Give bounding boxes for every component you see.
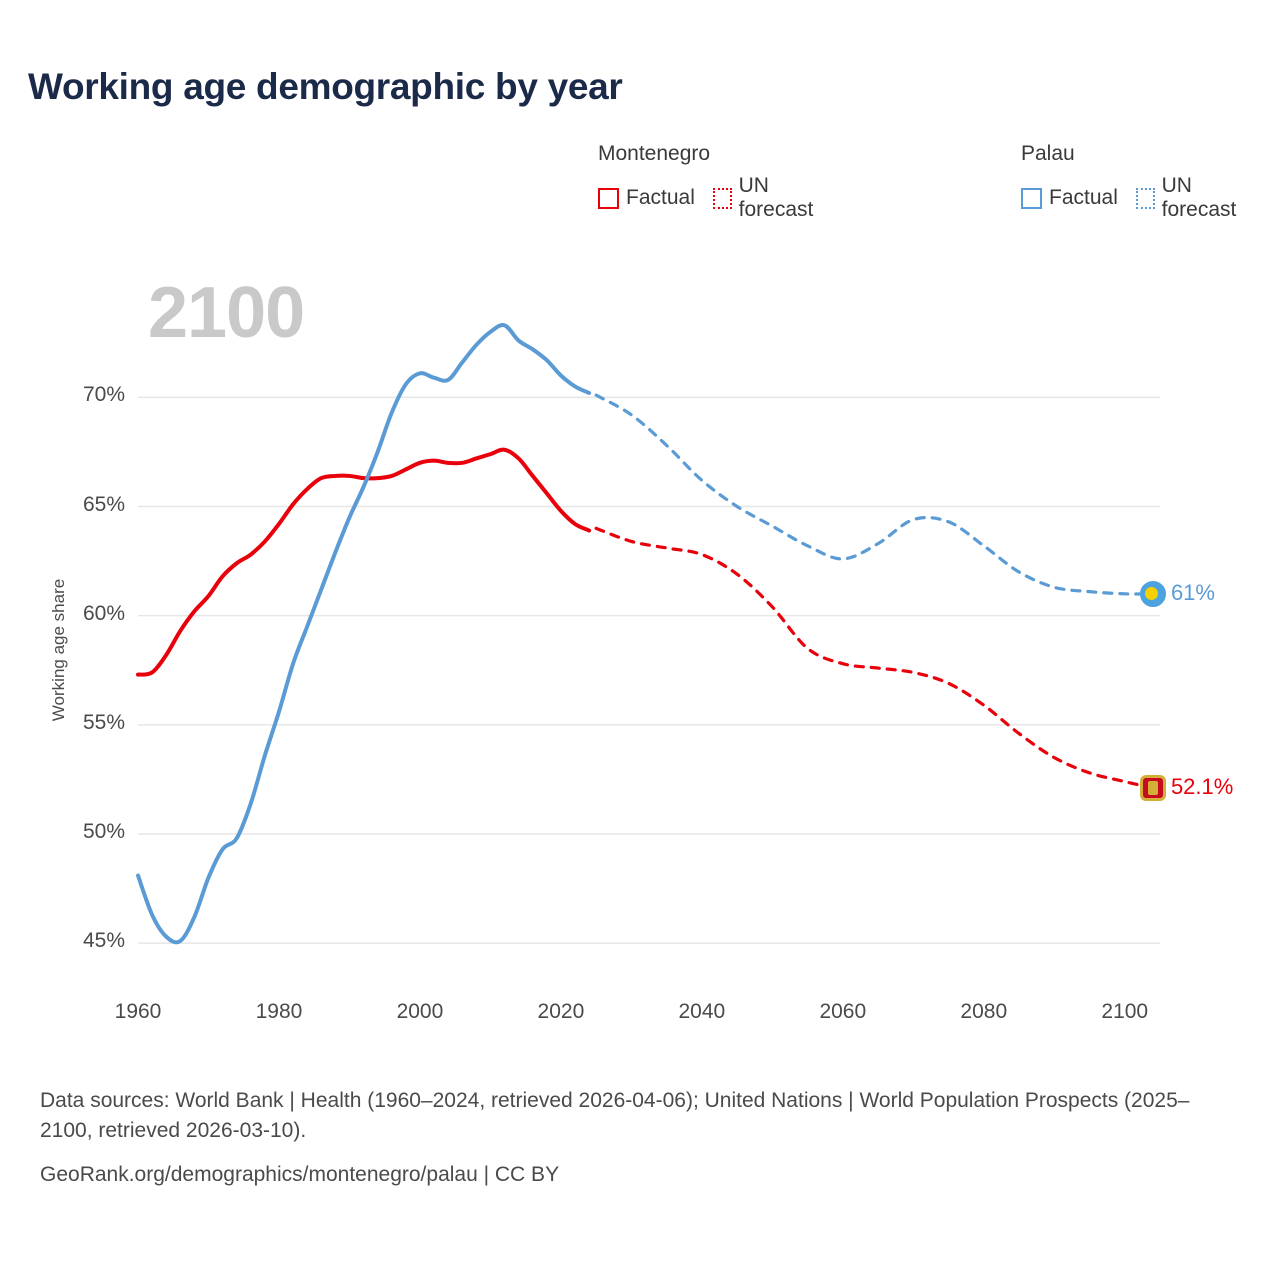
year-watermark: 2100 — [148, 273, 305, 353]
x-axis-tick-label: 1960 — [114, 1000, 162, 1023]
legend-country-label: Montenegro — [598, 142, 711, 165]
legend-item-label: UN forecast — [1161, 174, 1237, 221]
legend-item-label: UN forecast — [738, 174, 814, 221]
legend-item-montenegro-factual[interactable] — [598, 186, 695, 210]
legend-item-label: Factual — [626, 186, 695, 209]
montenegro-flag-marker-icon — [1140, 775, 1166, 801]
y-axis-tick-label: 55% — [82, 710, 125, 734]
palau-flag-marker-icon — [1140, 581, 1166, 607]
footer-attribution: GeoRank.org/demographics/montenegro/palau | CC BY — [40, 1162, 560, 1186]
x-axis-tick-label: 2100 — [1101, 1000, 1149, 1023]
chart-plot-area — [0, 250, 1280, 1040]
footer-sources: Data sources: World Bank | Health (1960–2024, retrieved 2026-04-06); United Nations | World Population Prospects (2025–2100, retrieved 2026-03-10). — [40, 1089, 1190, 1142]
legend-item-palau-factual[interactable] — [1021, 186, 1118, 210]
page-title: Working age demographic by year — [28, 66, 623, 107]
legend-group-montenegro — [598, 142, 835, 222]
y-axis-tick-label: 65% — [82, 492, 125, 516]
x-axis-tick-label: 2000 — [396, 1000, 444, 1023]
chart-svg — [0, 250, 1280, 1040]
endpoint-label-palau: 61% — [1170, 579, 1215, 605]
legend-item-label: Factual — [1049, 186, 1118, 209]
endpoint-label-montenegro: 52.1% — [1170, 774, 1234, 800]
y-axis-tick-label: 60% — [82, 601, 125, 625]
x-axis-tick-label: 2060 — [819, 1000, 867, 1023]
legend-swatch-dotted-icon — [1136, 188, 1155, 209]
x-axis-tick-label: 2080 — [960, 1000, 1008, 1023]
x-axis-tick-label: 2040 — [678, 1000, 726, 1023]
legend-swatch-dotted-icon — [713, 188, 732, 209]
legend-swatch-solid-icon — [598, 188, 619, 209]
x-axis-tick-label: 1980 — [255, 1000, 303, 1023]
y-axis-tick-label: 50% — [82, 820, 125, 843]
series-line — [596, 528, 1153, 788]
y-axis-tick-label: 45% — [82, 929, 125, 953]
y-axis-tick-label: 70% — [82, 383, 125, 407]
series-line — [138, 325, 589, 942]
legend-group-palau — [1021, 142, 1258, 222]
series-line — [596, 395, 1153, 594]
x-axis-tick-label: 2020 — [537, 1000, 585, 1023]
legend — [598, 142, 1258, 222]
legend-swatch-solid-icon — [1021, 188, 1042, 209]
legend-item-palau-forecast[interactable] — [1136, 174, 1258, 222]
legend-item-montenegro-forecast[interactable] — [713, 174, 835, 222]
y-axis-label: Working age share — [49, 578, 69, 722]
footer — [40, 1086, 1190, 1189]
legend-country-label: Palau — [1021, 142, 1075, 165]
